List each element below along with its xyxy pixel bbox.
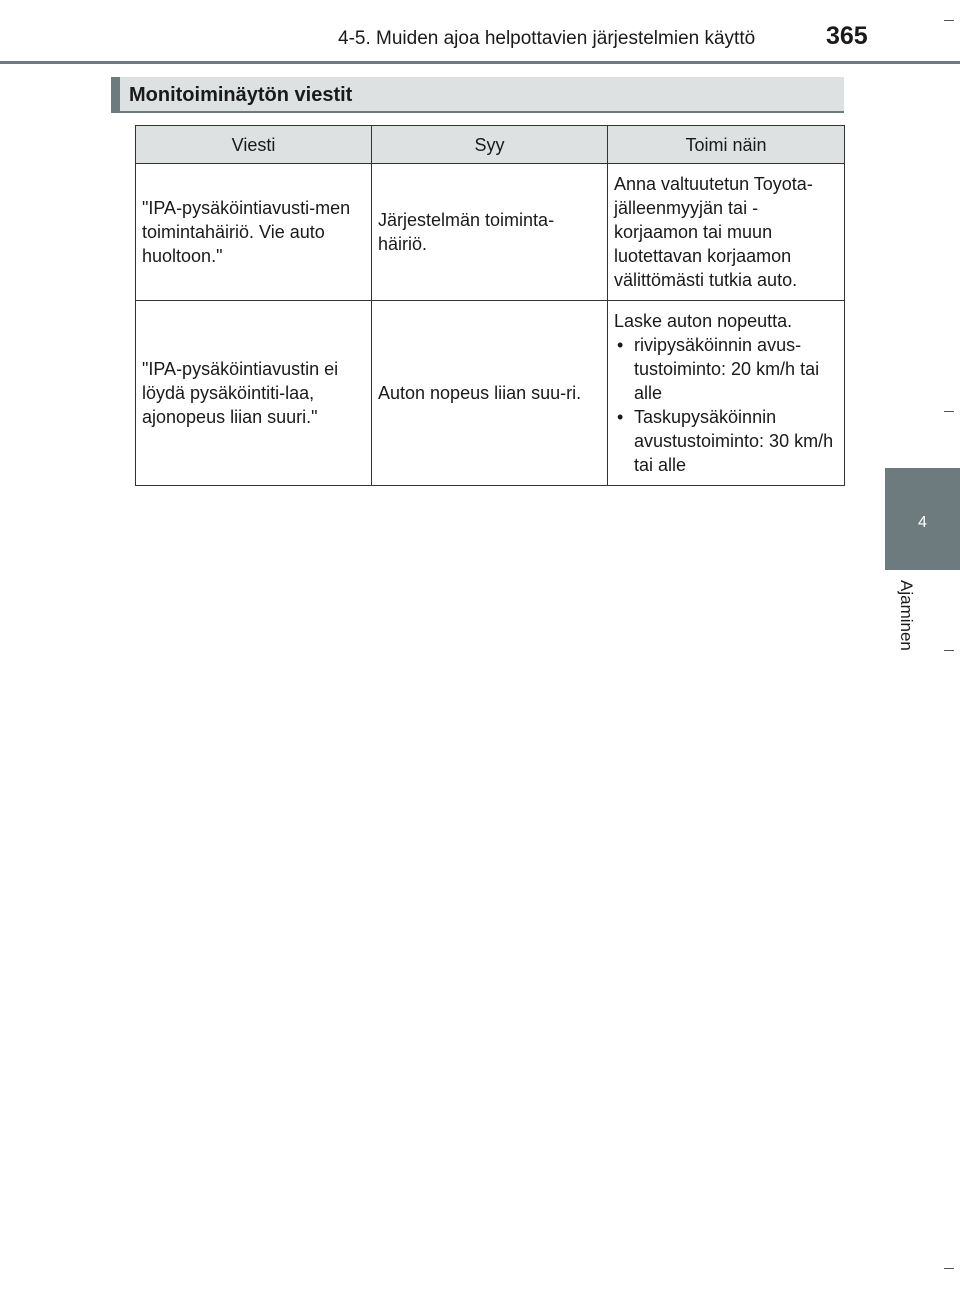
column-header-action: Toimi näin bbox=[608, 126, 845, 164]
action-text: Anna valtuutetun Toyota-jälleenmyyjän tai -korjaamon tai muun luotettavan korjaamon välittömästi tutkia auto. bbox=[614, 174, 813, 290]
action-text: Laske auton nopeutta. bbox=[614, 311, 793, 331]
chapter-number: 4 bbox=[918, 514, 927, 531]
section-title: 4-5. Muiden ajoa helpottavien järjestelmien käyttö bbox=[338, 28, 756, 49]
chapter-label-text: Ajaminen bbox=[897, 580, 916, 651]
cause-cell: Järjestelmän toiminta-häiriö. bbox=[372, 164, 608, 301]
action-cell bbox=[608, 301, 845, 486]
table-row bbox=[136, 164, 845, 301]
page-header bbox=[0, 0, 960, 70]
column-header-message: Viesti bbox=[136, 126, 372, 164]
chapter-tab bbox=[885, 468, 960, 570]
crop-mark bbox=[944, 1268, 954, 1269]
action-list-item: • rivipysäköinnin avus-tustoiminto: 20 km/h tai alle bbox=[614, 333, 838, 405]
heading-accent-bar bbox=[111, 77, 120, 111]
crop-mark bbox=[944, 650, 954, 651]
section-heading-text: Monitoiminäytön viestit bbox=[129, 84, 353, 106]
header-rule bbox=[0, 61, 960, 64]
crop-mark bbox=[944, 20, 954, 21]
action-list bbox=[614, 333, 838, 477]
page-number: 365 bbox=[826, 22, 868, 50]
action-list-item: • Taskupysäköinnin avustustoiminto: 30 km/h tai alle bbox=[614, 405, 838, 477]
messages-table bbox=[135, 125, 845, 486]
table-header-row bbox=[136, 126, 845, 164]
message-cell: "IPA-pysäköintiavustin ei löydä pysäköintiti-laa, ajonopeus liian suuri." bbox=[136, 301, 372, 486]
section-heading bbox=[111, 77, 844, 113]
action-cell bbox=[608, 164, 845, 301]
chapter-label bbox=[896, 580, 916, 670]
column-header-cause: Syy bbox=[372, 126, 608, 164]
table-row bbox=[136, 301, 845, 486]
cause-cell: Auton nopeus liian suu-ri. bbox=[372, 301, 608, 486]
crop-mark bbox=[944, 411, 954, 412]
message-cell: "IPA-pysäköintiavusti-men toimintahäiriö. Vie auto huoltoon." bbox=[136, 164, 372, 301]
